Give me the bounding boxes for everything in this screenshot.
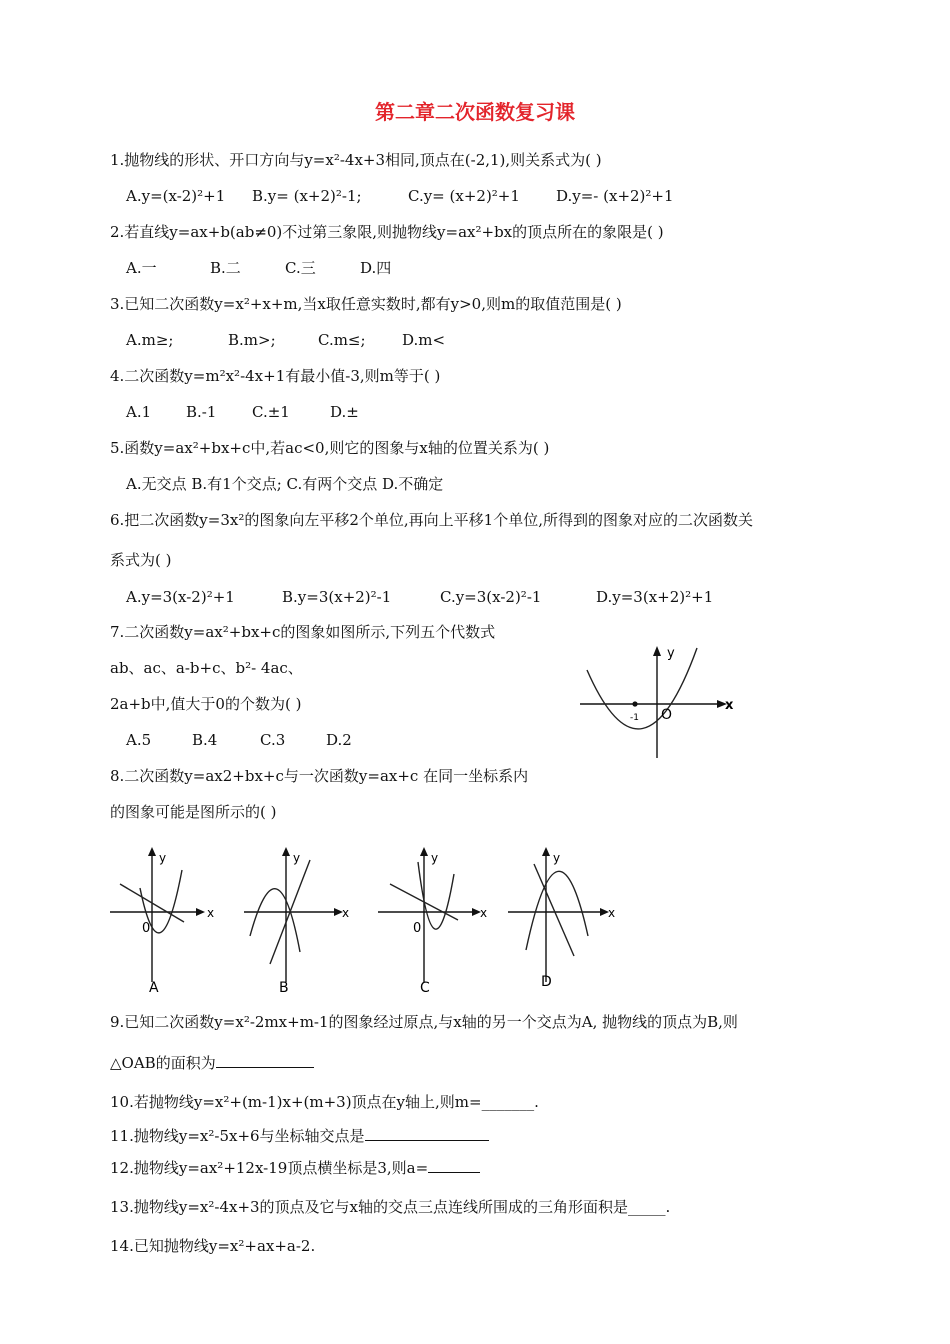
q2-option-c: C.三 (285, 259, 316, 277)
question-10: 10.若抛物线y=x²+(m-1)x+(m+3)顶点在y轴上,则m=_______. (110, 1093, 539, 1111)
q7-origin-label: O (661, 707, 673, 723)
q12-answer-blank[interactable] (428, 1158, 480, 1173)
question-7-line3: 2a+b中,值大于0的个数为( ) (110, 695, 302, 713)
q7-point-marker (632, 701, 637, 706)
q8-a-x-label: x (207, 906, 215, 920)
q7-option-c: C.3 (260, 731, 286, 749)
q6-option-d: D.y=3(x+2)²+1 (596, 588, 714, 606)
q8-b-y-label: y (293, 851, 301, 865)
question-5-stem: 5.函数y=ax²+bx+c中,若ac<0,则它的图象与x轴的位置关系为( ) (110, 439, 550, 457)
q3-option-b: B.m>; (228, 331, 276, 349)
q7-parabola-curve (587, 648, 697, 729)
q1-option-c: C.y= (x+2)²+1 (408, 187, 520, 205)
q4-option-c: C.±1 (252, 403, 290, 421)
q3-option-c: C.m≤; (318, 331, 366, 349)
q5-options: A.无交点 B.有1个交点; C.有两个交点 D.不确定 (126, 475, 444, 493)
question-8-line2: 的图象可能是图所示的( ) (110, 803, 277, 821)
q1-option-d: D.y=- (x+2)²+1 (556, 187, 674, 205)
q2-option-a: A.一 (126, 259, 157, 277)
q4-option-d: D.± (330, 403, 359, 421)
question-8-line1: 8.二次函数y=ax2+bx+c与一次函数y=ax+c 在同一坐标系内 (110, 767, 529, 785)
q8-graph-c (372, 840, 490, 996)
q2-option-b: B.二 (210, 259, 241, 277)
page-title: 第二章二次函数复习课 (375, 100, 575, 124)
q8-graph-a (104, 840, 218, 996)
q7-x-label: x (725, 698, 734, 713)
q8-d-x-label: x (608, 906, 616, 920)
question-4-stem: 4.二次函数y=m²x²-4x+1有最小值-3,则m等于( ) (110, 367, 441, 385)
question-7-line2: ab、ac、a-b+c、b²- 4ac、 (110, 659, 303, 677)
q8-b-letter: B (279, 980, 289, 996)
q1-option-a: A.y=(x-2)²+1 (126, 187, 226, 205)
q9-line2-text: △OAB的面积为 (110, 1054, 216, 1072)
q6-option-b: B.y=3(x+2)²-1 (282, 588, 392, 606)
q3-option-a: A.m≥; (126, 331, 174, 349)
q8-a-letter: A (149, 980, 159, 996)
q4-option-a: A.1 (126, 403, 152, 421)
q8-graph-b (238, 840, 352, 996)
q7-option-a: A.5 (126, 731, 152, 749)
q7-y-label: y (667, 646, 675, 661)
question-12 (110, 1158, 480, 1178)
q6-option-c: C.y=3(x-2)²-1 (440, 588, 542, 606)
q8-c-x-label: x (480, 906, 488, 920)
question-6-stem-line1: 6.把二次函数y=3x²的图象向左平移2个单位,再向上平移1个单位,所得到的图象对应的二次函数关 (110, 511, 753, 529)
question-2-stem: 2.若直线y=ax+b(ab≠0)不过第三象限,则抛物线y=ax²+bx的顶点所在的象限是( ) (110, 223, 664, 241)
q11-text: 11.抛物线y=x²-5x+6与坐标轴交点是 (110, 1127, 365, 1145)
q8-c-letter: C (420, 980, 430, 996)
q7-point-label: -1 (630, 713, 639, 723)
q3-option-d: D.m< (402, 331, 446, 349)
question-11 (110, 1126, 489, 1146)
q11-answer-blank[interactable] (365, 1126, 489, 1141)
q8-a-y-label: y (159, 851, 167, 865)
question-3-stem: 3.已知二次函数y=x²+x+m,当x取任意实数时,都有y>0,则m的取值范围是( ) (110, 295, 622, 313)
q8-c-y-label: y (431, 851, 439, 865)
q7-parabola-figure (575, 640, 745, 762)
q7-y-arrow-icon (653, 646, 661, 656)
q8-graph-d (504, 840, 620, 996)
question-6-stem-line2: 系式为( ) (110, 551, 172, 569)
q8-b-x-label: x (342, 906, 350, 920)
question-9-line1: 9.已知二次函数y=x²-2mx+m-1的图象经过原点,与x轴的另一个交点为A, 抛物线的顶点为B,则 (110, 1013, 738, 1031)
q8-c-origin-label: 0 (413, 921, 422, 936)
q8-d-letter: D (541, 974, 552, 990)
q1-option-b: B.y= (x+2)²-1; (252, 187, 362, 205)
question-7-line1: 7.二次函数y=ax²+bx+c的图象如图所示,下列五个代数式 (110, 623, 496, 641)
q12-text: 12.抛物线y=ax²+12x-19顶点横坐标是3,则a= (110, 1159, 429, 1177)
q6-option-a: A.y=3(x-2)²+1 (126, 588, 235, 606)
question-14: 14.已知抛物线y=x²+ax+a-2. (110, 1237, 316, 1255)
question-13: 13.抛物线y=x²-4x+3的顶点及它与x轴的交点三点连线所围成的三角形面积是_____. (110, 1198, 671, 1216)
q9-answer-blank[interactable] (216, 1053, 314, 1068)
question-1-stem: 1.抛物线的形状、开口方向与y=x²-4x+3相同,顶点在(-2,1),则关系式为( ) (110, 151, 602, 169)
q7-option-b: B.4 (192, 731, 218, 749)
q2-option-d: D.四 (360, 259, 392, 277)
q8-a-origin-label: 0 (142, 921, 151, 936)
question-9-line2 (110, 1053, 314, 1073)
q8-d-y-label: y (553, 851, 561, 865)
q4-option-b: B.-1 (186, 403, 217, 421)
q7-option-d: D.2 (326, 731, 352, 749)
